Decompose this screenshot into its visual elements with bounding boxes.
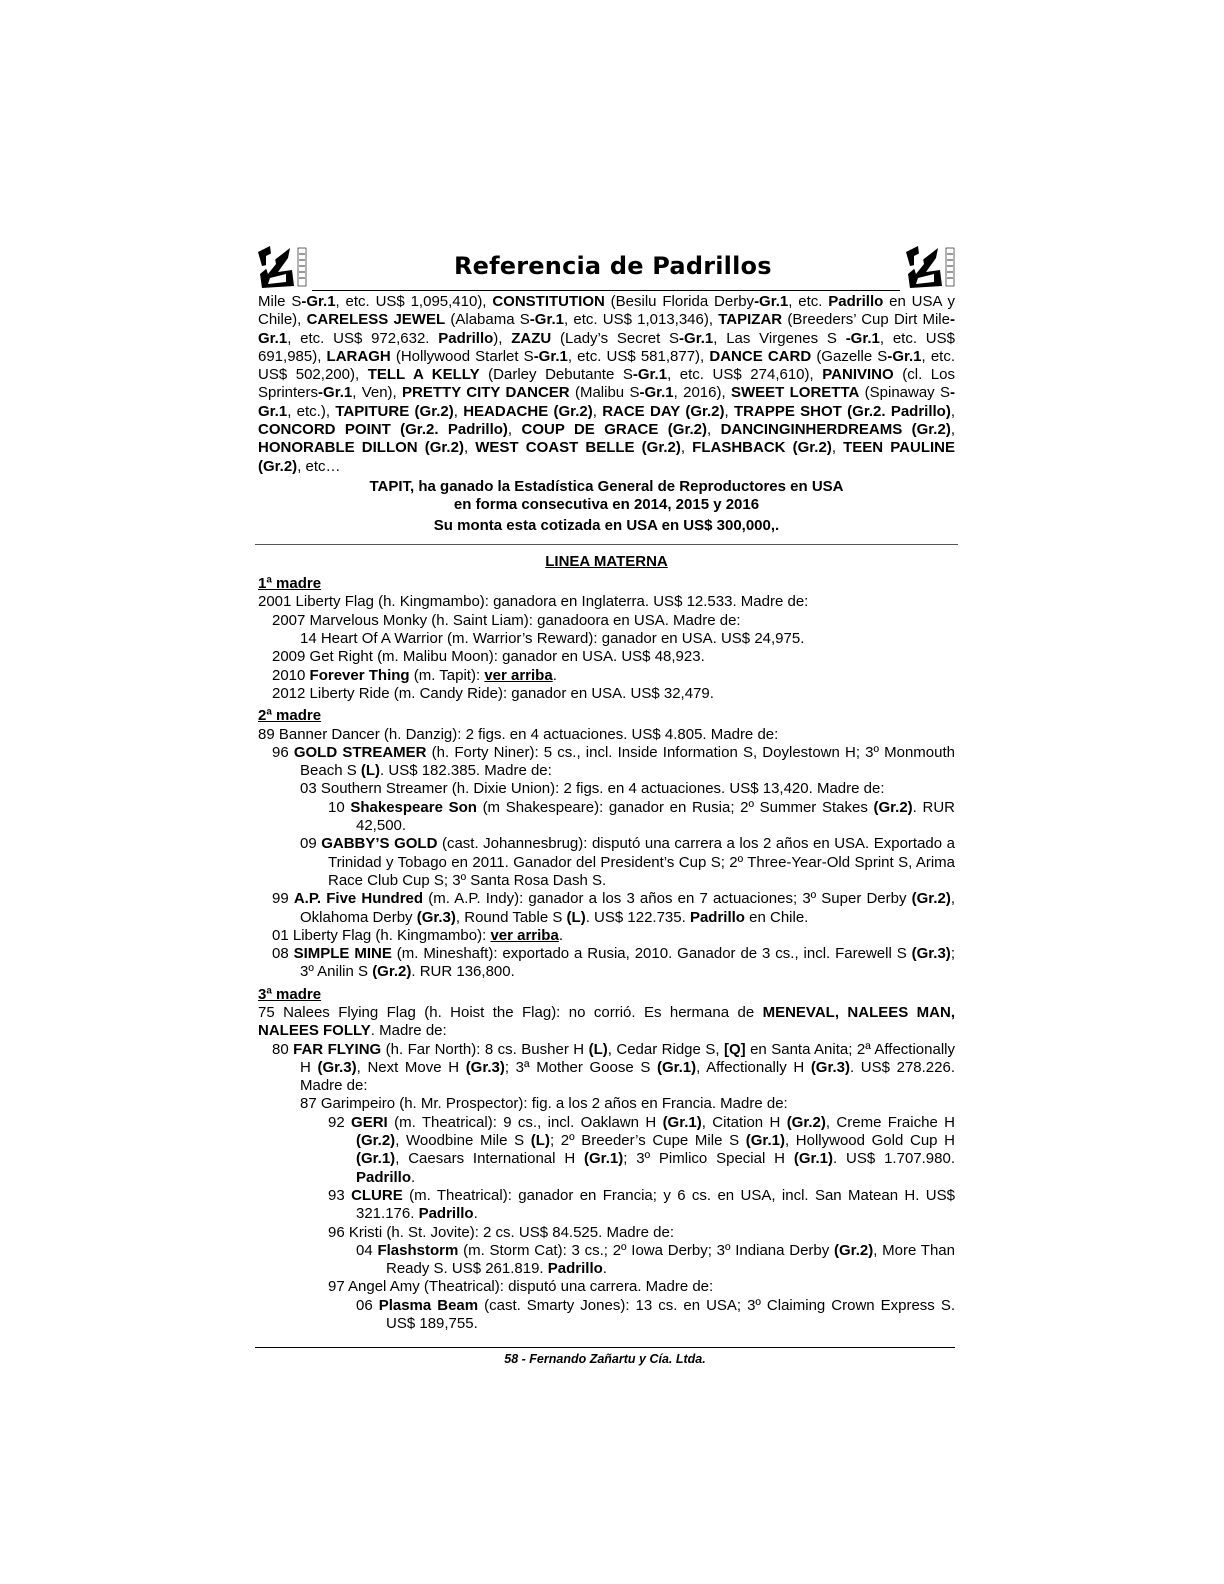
bold-text: SWEET LORETTA (730, 384, 860, 402)
text-run: , Oklahoma Derby (300, 890, 955, 926)
text-run: , etc. US$ 691,985), (258, 329, 955, 365)
text-run: . (552, 666, 557, 684)
text-run: , (724, 402, 735, 420)
text-run: , (831, 439, 844, 457)
logo-right (904, 244, 956, 290)
madre-title: 1ª madre (258, 575, 322, 593)
text-run: (cast. Johannesbrug): disputó una carrera a los 2 años en USA. Exportado a Trinidad y Tobago en 2011. Ganador del President’s Cup S; 2º Three-Year-Old Sprint S, Arima Race Club Cup S; 3º Santa Rosa Dash S. (328, 835, 955, 889)
bold-text: -Gr.1 (258, 311, 955, 347)
text-run: 2012 Liberty Ride (m. Candy Ride): ganador en USA. US$ 32,479. (272, 684, 714, 702)
madre-title: 3ª madre (258, 985, 322, 1003)
text-run: 92 (328, 1113, 352, 1131)
pedigree-entry (258, 835, 955, 890)
bold-text: (Gr.3) (416, 908, 456, 926)
text-run: , etc… (297, 457, 341, 475)
pedigree-entry (258, 593, 955, 611)
pedigree-entry (258, 1095, 955, 1113)
fz-logo-icon (256, 244, 308, 290)
text-run: 09 (300, 835, 322, 853)
text-run: 80 (272, 1040, 294, 1058)
bold-text: Padrillo (418, 1205, 474, 1223)
bold-text: DANCE CARD (709, 347, 812, 365)
bold-text: (Gr.1) (745, 1132, 785, 1150)
text-run: (h. Far North): 8 cs. Busher H (381, 1040, 589, 1058)
page-title: Referencia de Padrillos (454, 252, 772, 280)
text-run: 10 (328, 798, 351, 816)
highlight-line-1: TAPIT, ha ganado la Estadística General de Reproductores en USA (369, 477, 844, 495)
bold-text: -Gr.1 (845, 329, 880, 347)
intro-paragraph (258, 293, 955, 476)
bold-text: (Gr.3) (810, 1058, 850, 1076)
text-run: , Woodbine Mile S (395, 1132, 531, 1150)
bold-text: SIMPLE MINE (293, 945, 392, 963)
text-run: 96 (272, 743, 294, 761)
bold-text: CARELESS JEWEL (306, 311, 446, 329)
bold-text: DANCINGINHERDREAMS (Gr.2) (720, 421, 951, 439)
text-run: , etc. US$ 502,200), (258, 347, 956, 384)
text-run: , (592, 402, 603, 420)
text-run: (m. Mineshaft): exportado a Rusia, 2010. Ganador de 3 cs., incl. Farewell S (391, 945, 912, 963)
bold-text: PANIVINO (822, 366, 894, 384)
bold-text: TRAPPE SHOT (Gr.2. Padrillo) (734, 402, 951, 420)
bold-text: -Gr.1 (529, 311, 564, 329)
bold-text: ZAZU (511, 329, 552, 347)
text-run: (m. Theatrical): 9 cs., incl. Oaklawn H (387, 1113, 663, 1131)
highlight-line-3: Su monta esta cotizada en USA en US$ 300,000,. (433, 516, 780, 534)
pedigree-entry (258, 667, 955, 685)
pedigree-entry (258, 1297, 955, 1334)
text-run: 04 (356, 1241, 378, 1259)
text-run: 2001 Liberty Flag (h. Kingmambo): ganadora en Inglaterra. US$ 12.533. Madre de: (258, 593, 809, 611)
text-run: 2010 (272, 666, 310, 684)
text-run: , etc. US$ 581,877), (567, 347, 710, 365)
text-run: ; 3º Pimlico Special H (623, 1150, 794, 1168)
text-run: , Creme Fraiche H (825, 1113, 955, 1131)
pedigree-entry (258, 799, 955, 836)
pedigree-entry (258, 1004, 955, 1041)
text-run: 06 (356, 1296, 379, 1314)
bold-text: Padrillo (689, 908, 745, 926)
bold-text: CONCORD POINT (Gr.2. Padrillo) (258, 421, 508, 439)
text-run: , 2016), (673, 384, 731, 402)
logo-left (256, 244, 308, 290)
header-rule (312, 290, 900, 291)
bold-text: TAPIZAR (718, 311, 783, 329)
bold-text: WEST COAST BELLE (Gr.2) (475, 439, 681, 457)
bold-text: (Gr.2) (834, 1241, 874, 1259)
text-run: ; 3º Anilin S (300, 945, 955, 981)
pedigree-entry (258, 612, 955, 630)
text-run: (Darley Debutante S (479, 366, 633, 384)
text-run: 97 Angel Amy (Theatrical): disputó una carrera. Madre de: (328, 1278, 714, 1296)
madre-block (258, 575, 955, 703)
bold-text: [Q] (723, 1040, 746, 1058)
text-run: 75 Nalees Flying Flag (h. Hoist the Flag): no corrió. Es hermana de (258, 1003, 763, 1021)
text-run: (Spinaway S (859, 384, 950, 402)
bold-text: (Gr.2) (873, 798, 913, 816)
section-title: LINEA MATERNA (545, 552, 668, 570)
pedigree-entry (258, 648, 955, 666)
text-run: , Las Virgenes S (713, 329, 846, 347)
text-run: en USA y Chile), (258, 293, 956, 329)
text-run: (Hollywood Starlet S (390, 347, 534, 365)
bold-text: Plasma Beam (378, 1296, 479, 1314)
text-run: (m. Storm Cat): 3 cs.; 2º Iowa Derby; 3º Indiana Derby (458, 1241, 835, 1259)
text-run: . (602, 1260, 607, 1278)
text-run: en Santa Anita; 2ª Affectionally H (300, 1040, 955, 1076)
text-run: , etc. US$ 972,632. (287, 329, 439, 347)
pedigree-entry (258, 927, 955, 945)
bold-text: TELL A KELLY (367, 366, 480, 384)
bold-text: A.P. Five Hundred (293, 890, 424, 908)
text-run: 14 Heart Of A Warrior (m. Warrior’s Reward): ganador en USA. US$ 24,975. (300, 630, 805, 648)
text-run: . US$ 122.735. (585, 908, 690, 926)
text-run: , Round Table S (455, 908, 567, 926)
bold-text: (L) (530, 1132, 550, 1150)
pedigree-entry (258, 1114, 955, 1187)
bold-text: -Gr.1 (301, 293, 336, 310)
text-run: , etc. (788, 293, 829, 310)
text-run: 87 Garimpeiro (h. Mr. Prospector): fig. a los 2 años en Francia. Madre de: (300, 1095, 788, 1113)
text-run: (m. Theatrical): ganador en Francia; y 6 cs. en USA, incl. San Matean H. US$ 321.176. (356, 1186, 955, 1223)
bold-text: (Gr.1) (584, 1150, 624, 1168)
text-run: , (463, 439, 476, 457)
text-run: . RUR 136,800. (411, 963, 515, 981)
text-run: , etc. US$ 1,013,346), (563, 311, 719, 329)
pedigree-entry (258, 1224, 955, 1242)
pedigree-entry (258, 630, 955, 648)
text-run: 03 Southern Streamer (h. Dixie Union): 2 figs. en 4 actuaciones. US$ 13,420. Madre de: (300, 780, 885, 798)
text-run: 96 Kristi (h. St. Jovite): 2 cs. US$ 84.525. Madre de: (328, 1223, 674, 1241)
bold-text: (Gr.2) (911, 890, 951, 908)
text-run: 08 (272, 945, 294, 963)
text-run: (Alabama S (445, 311, 530, 329)
bold-text: (Gr.2) (786, 1113, 826, 1131)
page-header (256, 244, 956, 292)
text-run: ; 3ª Mother Goose S (504, 1058, 657, 1076)
text-run: (Lady’s Secret S (551, 329, 680, 347)
bold-text: Flashstorm (377, 1241, 459, 1259)
text-run: . (411, 1168, 416, 1186)
bold-text: -Gr.1 (679, 329, 714, 347)
bold-text: (Gr.3) (911, 945, 951, 963)
text-run: 93 (328, 1186, 352, 1204)
fz-logo-icon (904, 244, 956, 290)
madre-block (258, 707, 955, 981)
bold-text: GOLD STREAMER (293, 743, 427, 761)
bold-text: Padrillo (828, 293, 884, 310)
text-run: en Chile. (744, 908, 809, 926)
bold-text: Padrillo (547, 1260, 603, 1278)
text-run: , (680, 439, 693, 457)
bold-text: Shakespeare Son (350, 798, 477, 816)
bold-text: (Gr.2) (372, 963, 412, 981)
bold-text: (Gr.3) (465, 1058, 505, 1076)
pedigree-entry (258, 1242, 955, 1279)
bold-text: GABBY’S GOLD (321, 835, 438, 853)
bold-text: HONORABLE DILLON (Gr.2) (258, 439, 464, 457)
pedigree-entry (258, 945, 955, 982)
cross-reference-link: ver arriba (484, 666, 553, 684)
bold-text: -Gr.1 (533, 347, 568, 365)
text-run: . US$ 1.707.980. (833, 1150, 955, 1168)
text-run: , More Than Ready S. US$ 261.819. (386, 1241, 955, 1278)
cross-reference-link: ver arriba (490, 926, 559, 944)
page-footer: 58 - Fernando Zañartu y Cía. Ltda. (504, 1352, 706, 1366)
text-run: , Affectionally H (696, 1058, 811, 1076)
pedigree-entry (258, 780, 955, 798)
text-run: , (453, 402, 464, 420)
text-run: , Cedar Ridge S, (607, 1040, 724, 1058)
pedigree-entry (258, 1278, 955, 1296)
bold-text: Padrillo (356, 1168, 412, 1186)
bold-text: Padrillo (438, 329, 494, 347)
text-run: . Madre de: (370, 1022, 447, 1040)
pedigree-entry (258, 726, 955, 744)
text-run: (Breeders’ Cup Dirt Mile (782, 311, 950, 329)
bold-text: -Gr.1 (754, 293, 789, 310)
bold-text: Forever Thing (309, 666, 410, 684)
bold-text: RACE DAY (Gr.2) (602, 402, 725, 420)
pedigree-entry (258, 1041, 955, 1096)
bold-text: -Gr.1 (887, 347, 922, 365)
text-run: (m Shakespeare): ganador en Rusia; 2º Summer Stakes (476, 798, 874, 816)
text-run: . (558, 926, 563, 944)
bold-text: TEEN PAULINE (Gr.2) (258, 439, 955, 475)
text-run: Mile S (258, 293, 302, 310)
text-run: , (950, 402, 955, 420)
bold-text: GERI (351, 1113, 388, 1131)
text-run: , (507, 421, 522, 439)
bold-text: -Gr.1 (258, 384, 955, 420)
bold-text: (Gr.2) (356, 1132, 396, 1150)
bold-text: (Gr.1) (656, 1058, 697, 1076)
bold-text: FLASHBACK (Gr.2) (692, 439, 832, 457)
text-run: 01 Liberty Flag (h. Kingmambo): (272, 926, 491, 944)
text-run: , Hollywood Gold Cup H (784, 1132, 956, 1150)
bold-text: LARAGH (326, 347, 391, 365)
text-run: (Besilu Florida Derby (604, 293, 755, 310)
text-run: , (706, 421, 721, 439)
bold-text: HEADACHE (Gr.2) (463, 402, 593, 420)
text-run: (h. Forty Niner): 5 cs., incl. Inside Information S, Doylestown H; 3º Monmouth Beach S (300, 743, 955, 780)
text-run: , Citation H (701, 1113, 787, 1131)
bold-text: (L) (588, 1040, 608, 1058)
text-run: . RUR 42,500. (356, 798, 955, 835)
text-run: , etc. US$ 1,095,410), (335, 293, 493, 310)
madre-title: 2ª madre (258, 707, 322, 725)
text-run: , etc.), (287, 402, 336, 420)
bold-text: FAR FLYING (293, 1040, 382, 1058)
section-divider (255, 544, 958, 545)
text-run: (Malibu S (569, 384, 640, 402)
bold-text: CLURE (351, 1186, 403, 1204)
text-run: . US$ 182.385. Madre de: (380, 762, 552, 780)
page-content (258, 293, 955, 1333)
bold-text: MENEVAL, NALEES MAN, NALEES FOLLY (258, 1003, 955, 1040)
text-run: (m. Tapit): (409, 666, 485, 684)
bold-text: -Gr.1 (318, 384, 353, 402)
bold-text: (Gr.1) (793, 1150, 834, 1168)
bold-text: (Gr.3) (317, 1058, 357, 1076)
pedigree-entry (258, 744, 955, 781)
pedigree-entry (258, 1187, 955, 1224)
bold-text: (Gr.1) (662, 1113, 702, 1131)
madre-block (258, 986, 955, 1334)
text-run: , Ven), (352, 384, 403, 402)
footer-rule (255, 1347, 955, 1348)
bold-text: (L) (566, 908, 586, 926)
text-run: , etc. US$ 274,610), (667, 366, 823, 384)
text-run: 2007 Marvelous Monky (h. Saint Liam): ganadoora en USA. Madre de: (272, 611, 741, 629)
text-run: 99 (272, 890, 294, 908)
text-run: (m. A.P. Indy): ganador a los 3 años en 7 actuaciones; 3º Super Derby (423, 890, 912, 908)
text-run: (Gazelle S (811, 347, 888, 365)
text-run: . US$ 278.226. Madre de: (300, 1058, 955, 1095)
text-run: . (473, 1205, 478, 1223)
text-run: ; 2º Breeder’s Cupe Mile S (549, 1132, 746, 1150)
pedigree-entry (258, 685, 955, 703)
maternal-line (258, 575, 955, 1333)
text-run: ), (493, 329, 512, 347)
highlight-block (258, 478, 955, 535)
bold-text: -Gr.1 (632, 366, 668, 384)
bold-text: (Gr.1) (356, 1150, 396, 1168)
text-run: (cast. Smarty Jones): 13 cs. en USA; 3º Claiming Crown Express S. US$ 189,755. (386, 1296, 955, 1333)
bold-text: COUP DE GRACE (Gr.2) (521, 421, 707, 439)
text-run: , Caesars International H (395, 1150, 585, 1168)
bold-text: TAPITURE (Gr.2) (335, 402, 454, 420)
text-run: 89 Banner Dancer (h. Danzig): 2 figs. en 4 actuaciones. US$ 4.805. Madre de: (258, 725, 779, 743)
highlight-line-2: en forma consecutiva en 2014, 2015 y 2016 (453, 496, 760, 514)
bold-text: PRETTY CITY DANCER (402, 384, 570, 402)
bold-text: (L) (360, 762, 381, 780)
text-run: 2009 Get Right (m. Malibu Moon): ganador en USA. US$ 48,923. (272, 648, 705, 666)
text-run: (cl. Los Sprinters (258, 366, 955, 402)
bold-text: CONSTITUTION (492, 293, 605, 310)
bold-text: -Gr.1 (639, 384, 674, 402)
text-run: , Next Move H (356, 1058, 466, 1076)
text-run: , (950, 421, 955, 439)
pedigree-entry (258, 890, 955, 927)
